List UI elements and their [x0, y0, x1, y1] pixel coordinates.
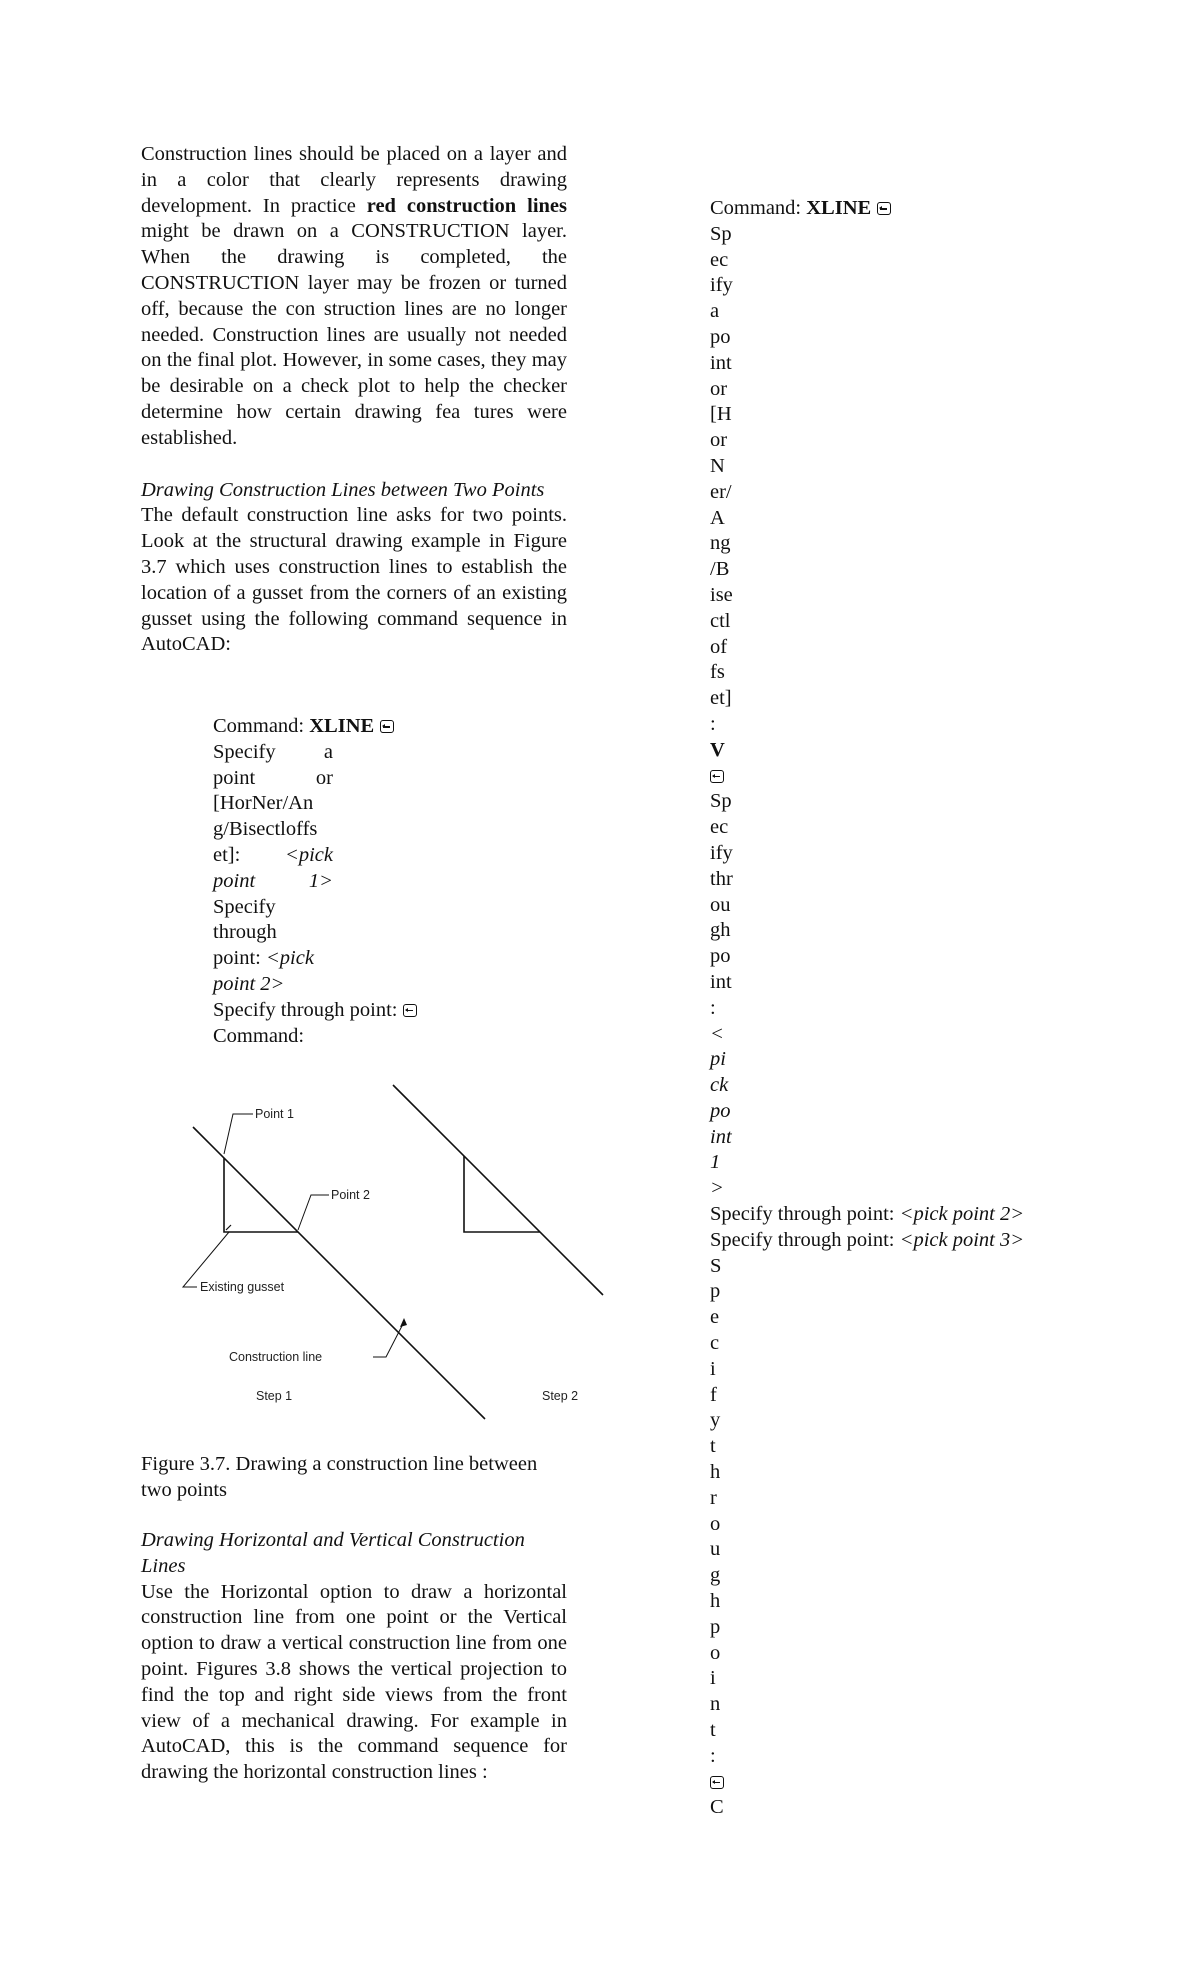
enter-line — [710, 1770, 1090, 1796]
cmd-line: point 1> — [213, 869, 333, 892]
text-fragment: ify — [710, 841, 733, 864]
enter-key-icon — [877, 202, 891, 215]
text-fragment: N — [710, 454, 725, 477]
cmd-word: XLINE — [806, 197, 872, 219]
fragment-group-a — [710, 222, 1090, 738]
text-fragment: o — [710, 1641, 721, 1664]
text-fragment: et] — [710, 687, 732, 710]
text-fragment: < — [710, 1022, 724, 1045]
text-fragment: po — [710, 1099, 731, 1122]
text-fragment: ng — [710, 532, 731, 555]
cmd-line: [HorNer/An — [213, 792, 314, 815]
command-block — [213, 714, 443, 1049]
text-fragment: Sp — [710, 222, 732, 245]
cmd-line — [213, 843, 333, 869]
fragment-group-italic — [710, 1022, 1090, 1203]
text-fragment: i — [710, 1357, 716, 1380]
enter-key-icon — [403, 1004, 417, 1017]
gusset-tick — [226, 1225, 231, 1230]
text-fragment: t — [710, 1719, 716, 1742]
construction-line-step1 — [193, 1127, 485, 1419]
text-fragment: t — [710, 1435, 716, 1458]
text-fragment: A — [710, 506, 725, 529]
para1-text-a: Construction lines should be placed on a layer and in a color that clearly represents drawing development. In practice — [141, 143, 567, 217]
text-fragment: p — [710, 1615, 721, 1638]
option-v: V — [710, 738, 725, 761]
through-text: Specify through point: — [710, 1228, 900, 1251]
text-fragment: h — [710, 1590, 721, 1613]
text-fragment: int — [710, 351, 732, 374]
paragraph-1 — [141, 142, 567, 452]
gusset-diagram — [141, 1075, 611, 1435]
text-fragment: or — [710, 377, 728, 400]
text-fragment: po — [710, 945, 731, 968]
figure-caption: Figure 3.7. Drawing a construction line between two points — [141, 1453, 538, 1501]
label-point1: Point 1 — [255, 1107, 294, 1121]
cmd-word: XLINE — [309, 715, 375, 737]
cmd-text: point: — [213, 947, 266, 970]
cmd-line: through — [213, 921, 277, 944]
label-step1: Step 1 — [256, 1389, 293, 1403]
through-text: Specify through point: — [710, 1203, 900, 1226]
enter-key-icon — [710, 1776, 724, 1789]
cmd-line: point or — [213, 766, 333, 789]
text-fragment: ec — [710, 248, 729, 271]
text-fragment: : — [710, 1744, 716, 1767]
text-fragment: n — [710, 1693, 721, 1716]
label-step2: Step 2 — [542, 1389, 579, 1403]
cmd-prefix: Command: — [213, 715, 310, 737]
para1-bold-text: red construction lines — [366, 194, 567, 217]
cmd-italic: <pick — [285, 843, 333, 866]
enter-line — [710, 764, 1090, 790]
cmd-line — [213, 946, 443, 972]
fragment-last: C — [710, 1796, 724, 1819]
cmd-line: Specify — [213, 895, 276, 918]
through-point-line-3 — [710, 1228, 1090, 1254]
text-fragment: > — [710, 1177, 724, 1200]
fragment-group-b — [710, 789, 1090, 1021]
para1-text-b: might be drawn on a CONSTRUCTION layer. When the drawing is completed, the CONSTRUCTION layer may be frozen or turned off, because the con struction lines are no longer needed. Construction lines are usually not needed on the final plot. However, in some cases, they may be desirable on a check plot to help the checker determine how certain drawing fea tures were established. — [141, 220, 567, 449]
text-fragment: thr — [710, 867, 733, 890]
command-line — [213, 714, 443, 740]
construction-line-step2 — [393, 1085, 603, 1295]
section-heading-2: Drawing Horizontal and Vertical Construction Lines — [141, 1529, 525, 1577]
text-fragment: : — [710, 996, 716, 1019]
text-fragment: g — [710, 1564, 721, 1587]
left-column — [141, 142, 567, 658]
text-fragment: int — [710, 970, 732, 993]
cmd-prefix: Command: — [710, 197, 807, 219]
section-heading-1: Drawing Construction Lines between Two Points — [141, 478, 545, 501]
through-point-line-2 — [710, 1202, 1090, 1228]
cmd-italic: <pick — [265, 947, 314, 970]
text-fragment: Sp — [710, 790, 732, 813]
text-fragment: fs — [710, 661, 725, 684]
text-fragment: y — [710, 1409, 721, 1432]
cmd-line: Command: — [213, 1024, 305, 1047]
text-fragment: ify — [710, 274, 733, 297]
label-construction-line: Construction line — [229, 1350, 323, 1364]
text-fragment: of — [710, 635, 728, 658]
leader-arrowhead — [400, 1318, 407, 1327]
leader-point2 — [298, 1195, 329, 1230]
text-fragment: or — [710, 429, 728, 452]
cmd-text: et]: — [213, 843, 241, 866]
text-fragment: c — [710, 1332, 720, 1355]
cmd-text: Specify through point: — [213, 998, 398, 1021]
text-fragment: p — [710, 1280, 721, 1303]
text-fragment: ec — [710, 816, 729, 839]
text-fragment: gh — [710, 919, 731, 942]
text-fragment: i — [710, 1667, 716, 1690]
text-fragment: ck — [710, 1074, 729, 1097]
label-existing-gusset: Existing gusset — [200, 1280, 285, 1294]
text-fragment: f — [710, 1383, 717, 1406]
text-fragment: u — [710, 1538, 721, 1561]
text-fragment: 1 — [710, 1151, 721, 1174]
left-column-lower — [141, 1528, 567, 1786]
through-italic: <pick point 2> — [899, 1203, 1025, 1226]
text-fragment: po — [710, 325, 731, 348]
enter-key-icon — [380, 720, 394, 733]
cmd-line: Specify a — [213, 740, 333, 763]
leader-point1 — [224, 1114, 253, 1154]
text-fragment: r — [710, 1486, 717, 1509]
through-italic: <pick point 3> — [899, 1228, 1025, 1251]
right-column — [710, 196, 1090, 1821]
figure-3-7 — [141, 1075, 611, 1435]
text-fragment: S — [710, 1254, 722, 1277]
text-fragment: pi — [710, 1048, 726, 1071]
leader-construction-line — [373, 1322, 404, 1357]
leader-existing-gusset — [183, 1232, 229, 1287]
text-fragment: a — [710, 300, 720, 323]
text-fragment: ou — [710, 893, 731, 916]
text-fragment: ise — [710, 583, 733, 606]
paragraph-2: The default construction line asks for two points. Look at the structural drawing example in Figure 3.7 which uses construction lines to establish the location of a gusset from the corners of an existing gusset using the following command sequence in AutoCAD: — [141, 504, 567, 656]
text-fragment: : — [710, 712, 716, 735]
text-fragment: [H — [710, 403, 732, 426]
label-point2: Point 2 — [331, 1188, 370, 1202]
text-fragment: e — [710, 1306, 720, 1329]
cmd-line: g/Bisectloffs — [213, 818, 318, 841]
text-fragment: h — [710, 1461, 721, 1484]
enter-key-icon — [710, 770, 724, 783]
cmd-line — [213, 998, 443, 1024]
text-fragment: o — [710, 1512, 721, 1535]
fragment-group-c — [710, 1254, 1090, 1770]
cmd-line: point 2> — [213, 972, 285, 995]
paragraph-3: Use the Horizontal option to draw a horizontal construction line from one point or the Vertical option to draw a vertical construction line from one point. Figures 3.8 shows the vertical projection to find the top and right side views from the front view of a mechanical drawing. For example in AutoCAD, this is the command sequence for drawing the horizontal construction lines : — [141, 1580, 567, 1784]
right-command-line — [710, 196, 1090, 222]
text-fragment: er/ — [710, 480, 732, 503]
text-fragment: /B — [710, 558, 730, 581]
text-fragment: ctl — [710, 609, 731, 632]
text-fragment: int — [710, 1125, 732, 1148]
